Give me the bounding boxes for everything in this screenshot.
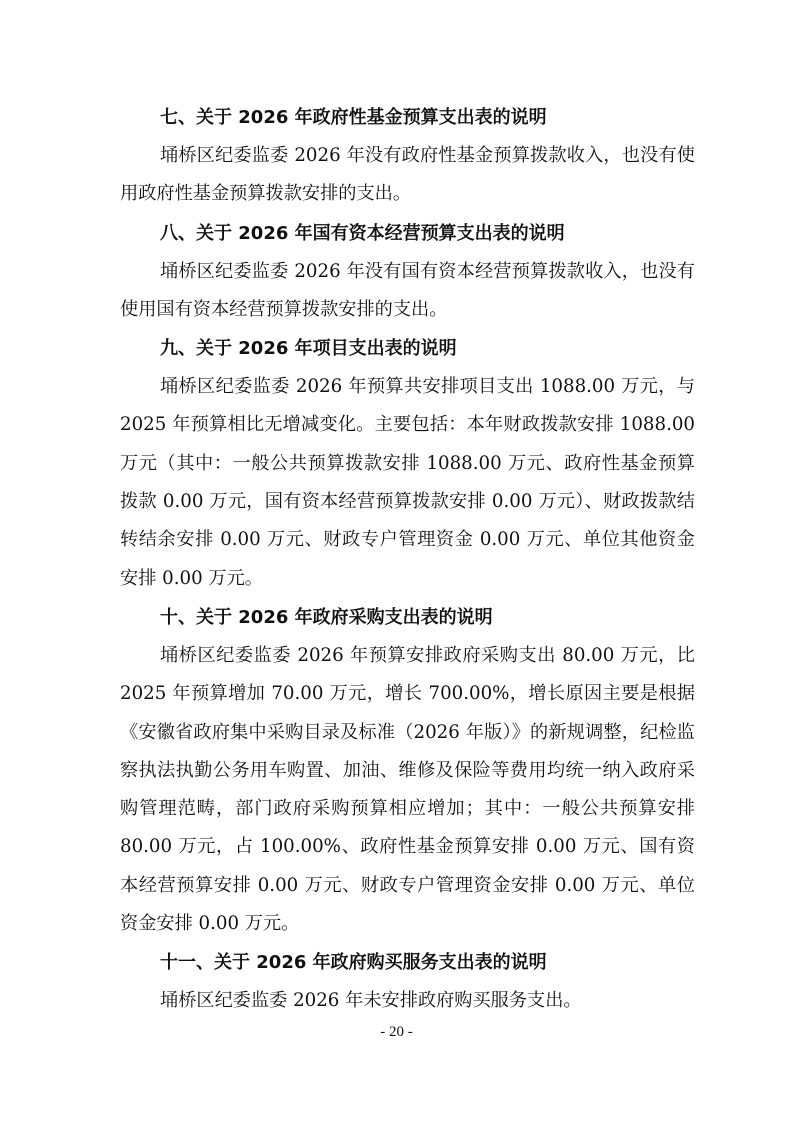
section-9-body: 埇桥区纪委监委 2026 年预算共安排项目支出 1088.00 万元，与 2025 年预算相比无增减变化。主要包括：本年财政拨款安排 1088.00 万元（其中：一般公共预算拨款安排 1088.00 万元、政府性基金预算拨款 0.00 万元，国有资本经营预算拨款安排 0.00 万元）、财政拨款结转结余安排 0.00 万元、财政专户管理资金 0.00 万元、单位其他资金安排 0.00 万元。 — [120, 376, 695, 589]
section-11-body: 埇桥区纪委监委 2026 年未安排政府购买服务支出。 — [160, 990, 582, 1012]
section-8-body: 埇桥区纪委监委 2026 年没有国有资本经营预算拨款收入，也没有使用国有资本经营预算拨款安排的支出。 — [120, 260, 695, 320]
document-body — [120, 98, 695, 1021]
section-10-body: 埇桥区纪委监委 2026 年预算安排政府采购支出 80.00 万元，比 2025 年预算增加 70.00 万元，增长 700.00%，增长原因主要是根据《安徽省政府集中采购目录及标准（2026 年版）》的新规调整，纪检监察执法执勤公务用车购置、加油、维修及保险等费用均统一纳入政府采购管理范畴，部门政府采购预算相应增加；其中：一般公共预算安排 80.00 万元，占 100.00%、政府性基金预算安排 0.00 万元、国有资本经营预算安排 0.00 万元、财政专户管理资金安排 0.00 万元、单位资金安排 0.00 万元。 — [120, 644, 695, 935]
section-9-heading: 九、关于 2026 年项目支出表的说明 — [160, 338, 457, 360]
section-7-heading: 七、关于 2026 年政府性基金预算支出表的说明 — [160, 107, 547, 128]
section-11-heading: 十一、关于 2026 年政府购买服务支出表的说明 — [160, 952, 547, 974]
page-number: - 20 - — [380, 1024, 413, 1040]
section-10-heading: 十、关于 2026 年政府采购支出表的说明 — [160, 606, 493, 628]
section-7-body: 埇桥区纪委监委 2026 年没有政府性基金预算拨款收入，也没有使用政府性基金预算拨款安排的支出。 — [120, 145, 695, 205]
section-8-heading: 八、关于 2026 年国有资本经营预算支出表的说明 — [160, 222, 565, 244]
